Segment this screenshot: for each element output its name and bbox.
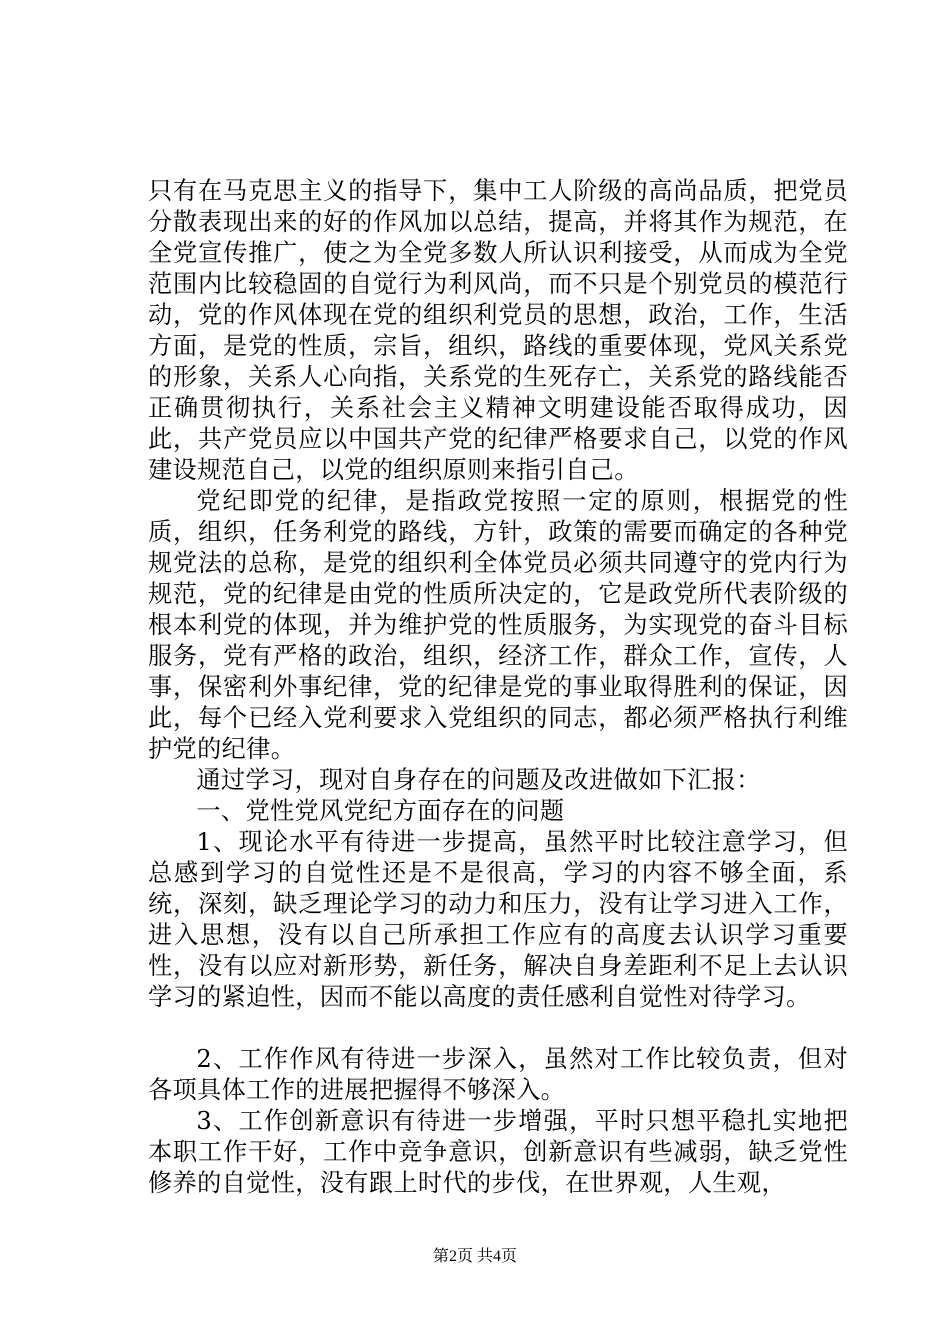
- document-body: [148, 176, 848, 1199]
- paragraph-party-discipline: 党纪即党的纪律，是指政党按照一定的原则，根据党的性质，组织，任务利党的路线，方针，政策的需要而确定的各种党规党法的总称，是党的组织利全体党员必须共同遵守的党内行为规范，党的纪律是由党的性质所决定的，它是政党所代表阶级的根本利党的体现，并为维护党的性质服务，为实现党的奋斗目标服务，党有严格的政治，组织，经济工作，群众工作，宣传，人事，保密利外事纪律，党的纪律是党的事业取得胜利的保证，因此，每个已经入党利要求入党组织的同志，都必须严格执行利维护党的纪律。: [148, 487, 848, 763]
- paragraph-report-intro: 通过学习，现对自身存在的问题及改进做如下汇报：: [196, 766, 761, 794]
- page-number-footer: 第2页 共4页: [432, 1248, 517, 1265]
- section-heading-problems: 一、党性党风党纪方面存在的问题: [196, 797, 565, 825]
- paragraph-problem-1: 1、现论水平有待进一步提高，虽然平时比较注意学习，但总感到学习的自觉性还是不是很高，学习的内容不够全面，系统，深刻，缺乏理论学习的动力和压力，没有让学习进入工作，进入思想，没有以自己所承担工作应有的高度去认识学习重要性，没有以应对新形势，新任务，解决自身差距利不足上去认识学习的紧迫性，因而不能以高度的责任感利自觉性对待学习。: [148, 828, 848, 1011]
- blank-line: [148, 1013, 848, 1044]
- paragraph-problem-3: 3、工作创新意识有待进一步增强，平时只想平稳扎实地把本职工作干好，工作中竞争意识，创新意识有些减弱，缺乏党性修养的自觉性，没有跟上时代的步伐，在世界观，人生观，: [148, 1107, 848, 1197]
- paragraph-party-style: 只有在马克思主义的指导下，集中工人阶级的高尚品质，把党员分散表现出来的好的作风加以总结，提高，并将其作为规范，在全党宣传推广，使之为全党多数人所认识利接受，从而成为全党范围内比较稳固的自觉行为利风尚，而不只是个别党员的模范行动，党的作风体现在党的组织利党员的思想，政治，工作，生活方面，是党的性质，宗旨，组织，路线的重要体现，党风关系党的形象，关系人心向指，关系党的生死存亡，关系党的路线能否正确贯彻执行，关系社会主义精神文明建设能否取得成功，因此，共产党员应以中国共产党的纪律严格要求自己，以党的作风建设规范自己，以党的组织原则来指引自己。: [148, 177, 848, 484]
- paragraph-problem-2: 2、工作作风有待进一步深入，虽然对工作比较负责，但对各项具体工作的进展把握得不够深入。: [148, 1045, 848, 1104]
